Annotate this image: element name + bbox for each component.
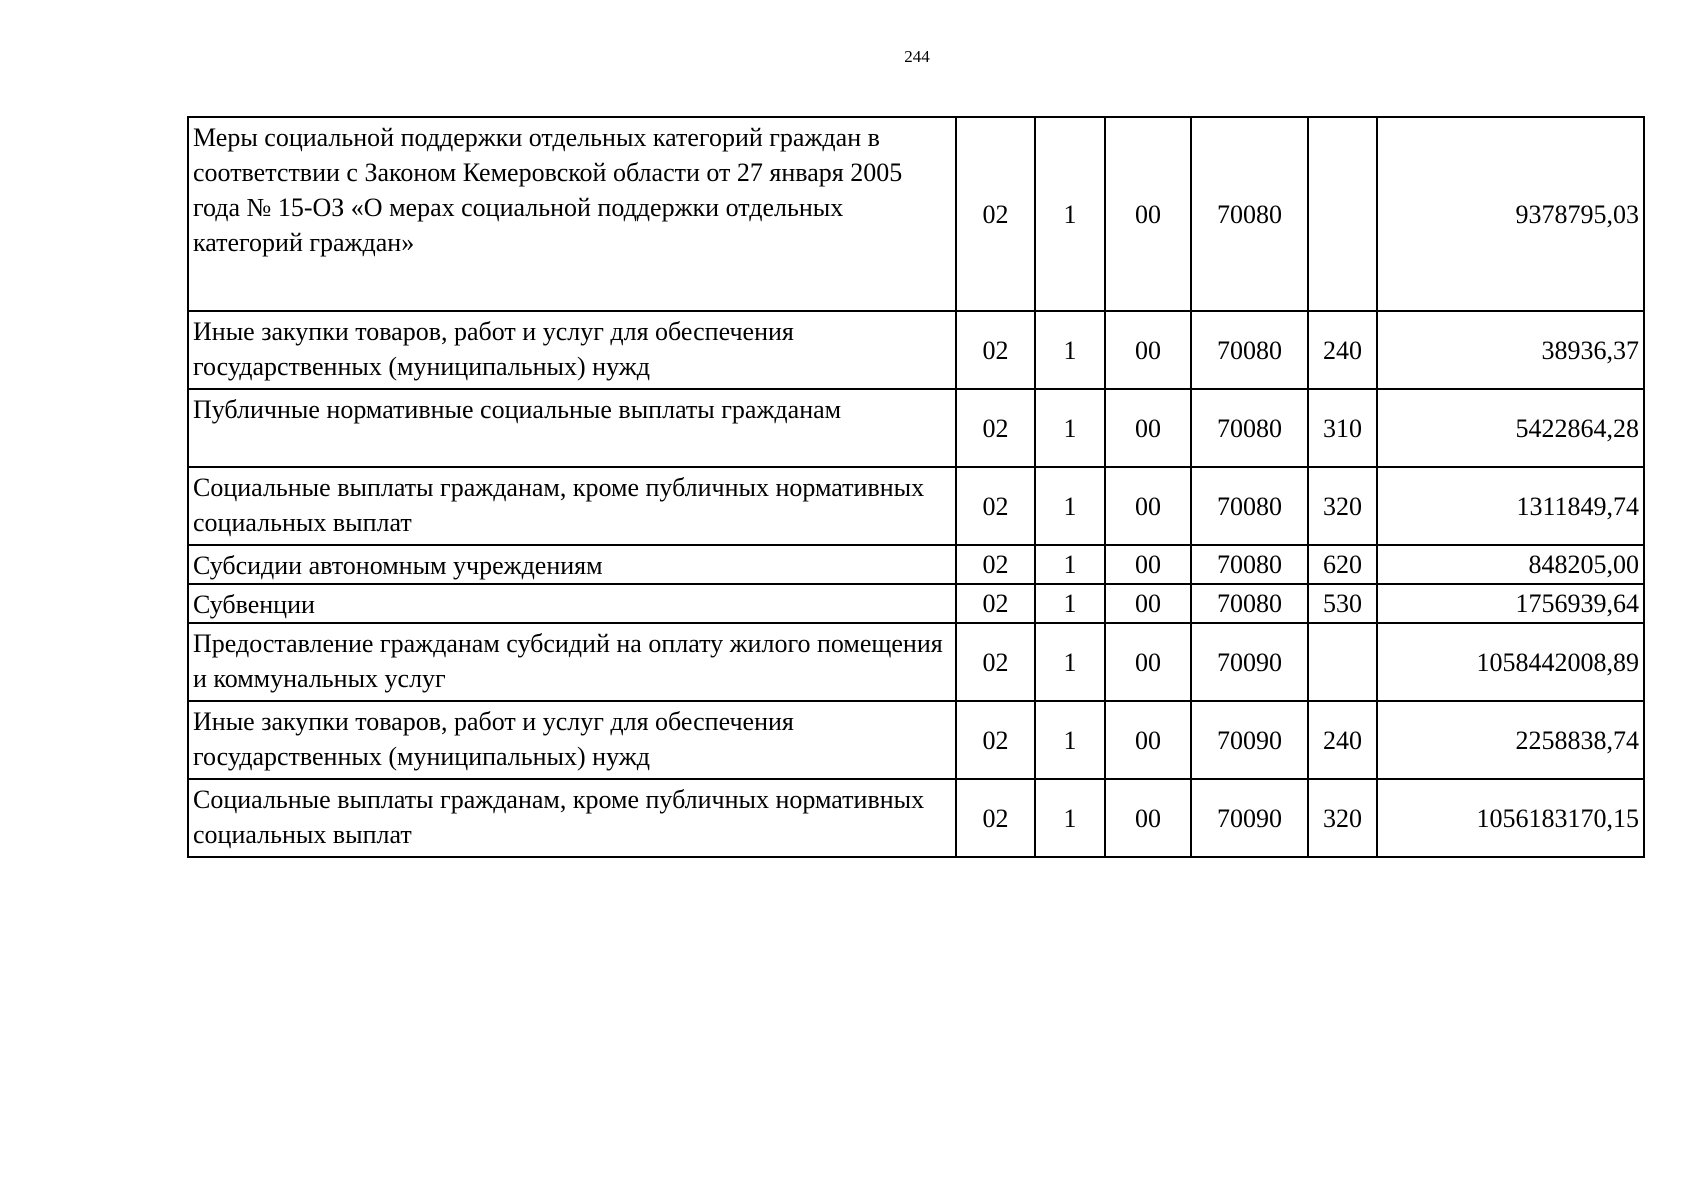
- code-direction: 70080: [1191, 117, 1308, 311]
- code-program: 02: [956, 584, 1035, 623]
- row-amount: 1056183170,15: [1377, 779, 1644, 857]
- code-program: 02: [956, 467, 1035, 545]
- row-description: Социальные выплаты гражданам, кроме публичных нормативных социальных выплат: [188, 779, 956, 857]
- code-subprogram: 1: [1035, 779, 1105, 857]
- code-subprogram: 1: [1035, 584, 1105, 623]
- row-description: Субсидии автономным учреждениям: [188, 545, 956, 584]
- code-measure: 00: [1105, 117, 1191, 311]
- code-direction: 70080: [1191, 311, 1308, 389]
- code-measure: 00: [1105, 701, 1191, 779]
- code-subprogram: 1: [1035, 467, 1105, 545]
- table-row: [188, 623, 1644, 701]
- code-program: 02: [956, 389, 1035, 467]
- code-program: 02: [956, 311, 1035, 389]
- row-amount: 38936,37: [1377, 311, 1644, 389]
- table-row: [188, 779, 1644, 857]
- code-subprogram: 1: [1035, 117, 1105, 311]
- code-measure: 00: [1105, 545, 1191, 584]
- code-expense-type: 620: [1308, 545, 1377, 584]
- row-amount: 1756939,64: [1377, 584, 1644, 623]
- code-subprogram: 1: [1035, 389, 1105, 467]
- code-program: 02: [956, 545, 1035, 584]
- code-subprogram: 1: [1035, 701, 1105, 779]
- row-description: Иные закупки товаров, работ и услуг для обеспечения государственных (муниципальных) нужд: [188, 701, 956, 779]
- row-description: Предоставление гражданам субсидий на оплату жилого помещения и коммунальных услуг: [188, 623, 956, 701]
- code-direction: 70080: [1191, 584, 1308, 623]
- code-expense-type: 320: [1308, 467, 1377, 545]
- code-measure: 00: [1105, 311, 1191, 389]
- budget-table: [187, 116, 1645, 858]
- code-measure: 00: [1105, 779, 1191, 857]
- code-expense-type: 320: [1308, 779, 1377, 857]
- code-direction: 70080: [1191, 467, 1308, 545]
- code-direction: 70090: [1191, 701, 1308, 779]
- code-program: 02: [956, 117, 1035, 311]
- row-description: Субвенции: [188, 584, 956, 623]
- code-expense-type: [1308, 117, 1377, 311]
- code-measure: 00: [1105, 467, 1191, 545]
- code-direction: 70080: [1191, 545, 1308, 584]
- code-direction: 70080: [1191, 389, 1308, 467]
- code-expense-type: 240: [1308, 701, 1377, 779]
- row-amount: 1311849,74: [1377, 467, 1644, 545]
- code-subprogram: 1: [1035, 623, 1105, 701]
- code-measure: 00: [1105, 389, 1191, 467]
- code-direction: 70090: [1191, 779, 1308, 857]
- code-program: 02: [956, 779, 1035, 857]
- row-amount: 9378795,03: [1377, 117, 1644, 311]
- code-expense-type: 310: [1308, 389, 1377, 467]
- table-row: [188, 467, 1644, 545]
- table-row: [188, 584, 1644, 623]
- code-subprogram: 1: [1035, 545, 1105, 584]
- code-expense-type: 530: [1308, 584, 1377, 623]
- row-amount: 2258838,74: [1377, 701, 1644, 779]
- table-row: [188, 545, 1644, 584]
- row-description: Меры социальной поддержки отдельных категорий граждан в соответствии с Законом Кемеровской области от 27 января 2005 года № 15-ОЗ «О мерах социальной поддержки отдельных категорий граждан»: [188, 117, 956, 311]
- table-row: [188, 701, 1644, 779]
- table-row: [188, 389, 1644, 467]
- row-amount: 1058442008,89: [1377, 623, 1644, 701]
- code-direction: 70090: [1191, 623, 1308, 701]
- table-row: [188, 311, 1644, 389]
- row-description: Иные закупки товаров, работ и услуг для обеспечения государственных (муниципальных) нужд: [188, 311, 956, 389]
- row-amount: 5422864,28: [1377, 389, 1644, 467]
- code-program: 02: [956, 701, 1035, 779]
- code-expense-type: 240: [1308, 311, 1377, 389]
- code-measure: 00: [1105, 623, 1191, 701]
- code-expense-type: [1308, 623, 1377, 701]
- row-amount: 848205,00: [1377, 545, 1644, 584]
- code-subprogram: 1: [1035, 311, 1105, 389]
- code-measure: 00: [1105, 584, 1191, 623]
- table-row: [188, 117, 1644, 311]
- code-program: 02: [956, 623, 1035, 701]
- row-description: Публичные нормативные социальные выплаты гражданам: [188, 389, 956, 467]
- row-description: Социальные выплаты гражданам, кроме публичных нормативных социальных выплат: [188, 467, 956, 545]
- page-number: 244: [904, 47, 930, 66]
